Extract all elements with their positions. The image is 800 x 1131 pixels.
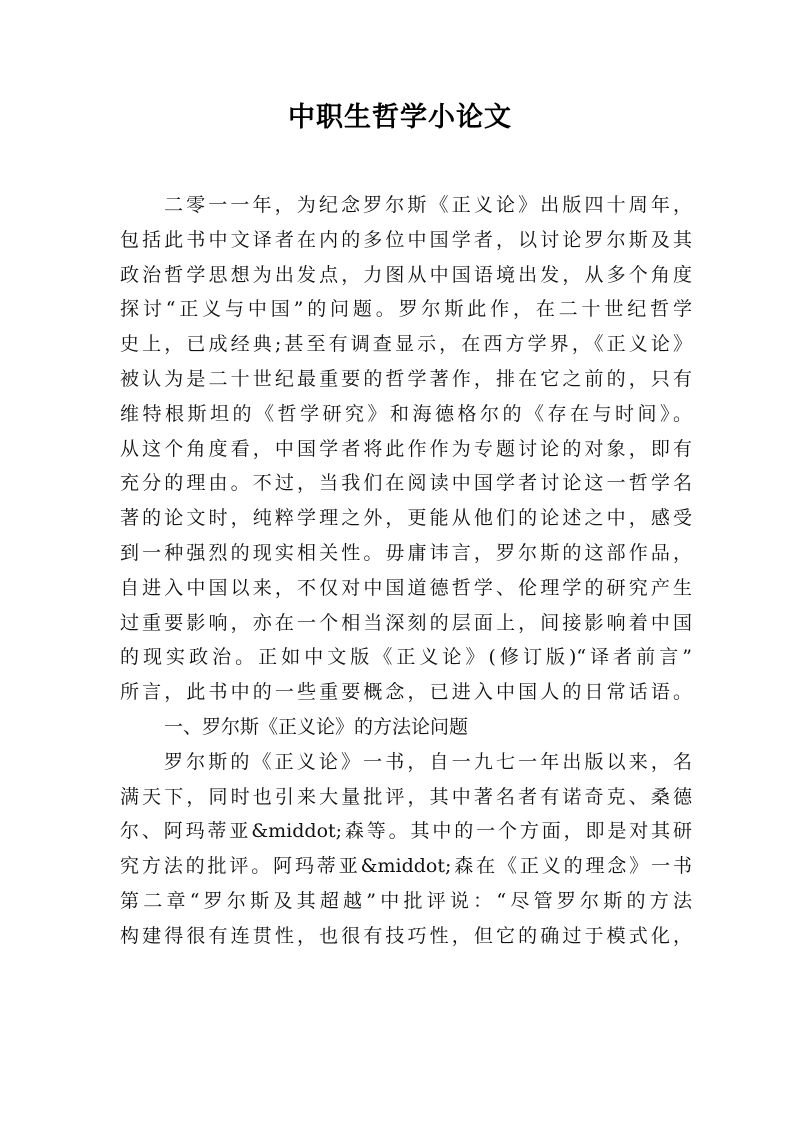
text-line: 探讨“正义与中国”的问题。罗尔斯此作，在二十世纪哲学	[120, 298, 692, 321]
text-line: 包括此书中文译者在内的多位中国学者，以讨论罗尔斯及其	[120, 228, 692, 251]
text-line: 满天下，同时也引来大量批评，其中著名者有诺奇克、桑德	[120, 785, 692, 808]
text-line: 维特根斯坦的《哲学研究》和海德格尔的《存在与时间》。	[120, 402, 692, 425]
text-line: 究方法的批评。阿玛蒂亚&middot;森在《正义的理念》一书	[120, 855, 692, 878]
document-title: 中职生哲学小论文	[288, 102, 512, 133]
text-line: 自进入中国以来，不仅对中国道德哲学、伦理学的研究产生	[120, 576, 692, 599]
document-body	[120, 188, 692, 954]
text-line: 的现实政治。正如中文版《正义论》(修订版)“译者前言”	[120, 646, 692, 669]
text-line: 史上，已成经典;甚至有调查显示，在西方学界，《正义论》	[120, 333, 692, 356]
text-line: 罗尔斯的《正义论》一书，自一九七一年出版以来，名	[164, 750, 692, 773]
text-line: 著的论文时，纯粹学理之外，更能从他们的论述之中，感受	[120, 507, 692, 530]
text-line: 被认为是二十世纪最重要的哲学著作，排在它之前的，只有	[120, 367, 692, 390]
text-line: 从这个角度看，中国学者将此作作为专题讨论的对象，即有	[120, 437, 692, 460]
text-line: 到一种强烈的现实相关性。毋庸讳言，罗尔斯的这部作品，	[120, 541, 692, 564]
text-line: 第二章“罗尔斯及其超越”中批评说：“尽管罗尔斯的方法	[120, 889, 692, 912]
text-line: 尔、阿玛蒂亚&middot;森等。其中的一个方面，即是对其研	[120, 820, 692, 843]
text-line: 一、罗尔斯《正义论》的方法论问题	[164, 715, 469, 738]
text-line: 二零一一年，为纪念罗尔斯《正义论》出版四十周年，	[164, 194, 692, 216]
text-line: 充分的理由。不过，当我们在阅读中国学者讨论这一哲学名	[120, 472, 692, 495]
text-line: 构建得很有连贯性，也很有技巧性，但它的确过于模式化，	[120, 924, 692, 947]
text-line: 所言，此书中的一些重要概念，已进入中国人的日常话语。	[120, 681, 692, 704]
text-line: 过重要影响，亦在一个相当深刻的层面上，间接影响着中国	[120, 611, 692, 634]
text-line: 政治哲学思想为出发点，力图从中国语境出发，从多个角度	[120, 263, 692, 286]
